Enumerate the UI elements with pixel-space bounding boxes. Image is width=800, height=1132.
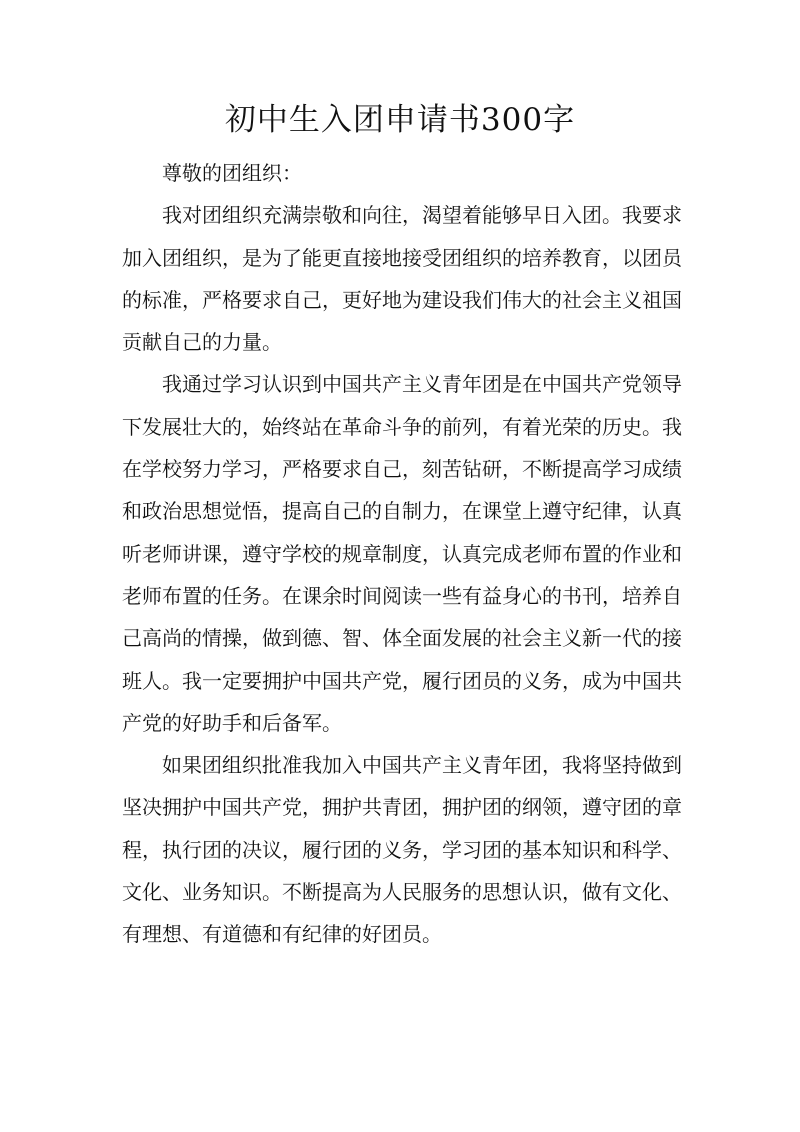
paragraph-1: 我对团组织充满崇敬和向往，渴望着能够早日入团。我要求加入团组织，是为了能更直接地接受团组织的培养教育，以团员的标准，严格要求自己，更好地为建设我们伟大的社会主义祖国贡献自己的力量。 — [122, 203, 682, 355]
document-title: 初中生入团申请书300字 — [224, 102, 576, 138]
salutation: 尊敬的团组织： — [162, 161, 302, 185]
paragraph-3: 如果团组织批准我加入中国共产主义青年团，我将坚持做到坚决拥护中国共产党，拥护共青团，拥护团的纲领，遵守团的章程，执行团的决议，履行团的义务，学习团的基本知识和科学、文化、业务知识。不断提高为人民服务的思想认识，做有文化、有理想、有道德和有纪律的好团员。 — [122, 753, 682, 947]
paragraph-2: 我通过学习认识到中国共产主义青年团是在中国共产党领导下发展壮大的，始终站在革命斗争的前列，有着光荣的历史。我在学校努力学习，严格要求自己，刻苦钻研，不断提高学习成绩和政治思想觉悟，提高自己的自制力，在课堂上遵守纪律，认真听老师讲课，遵守学校的规章制度，认真完成老师布置的作业和老师布置的任务。在课余时间阅读一些有益身心的书刊，培养自己高尚的情操，做到德、智、体全面发展的社会主义新一代的接班人。我一定要拥护中国共产党，履行团员的义务，成为中国共产党的好助手和后备军。 — [122, 372, 682, 735]
document-body — [122, 152, 682, 956]
